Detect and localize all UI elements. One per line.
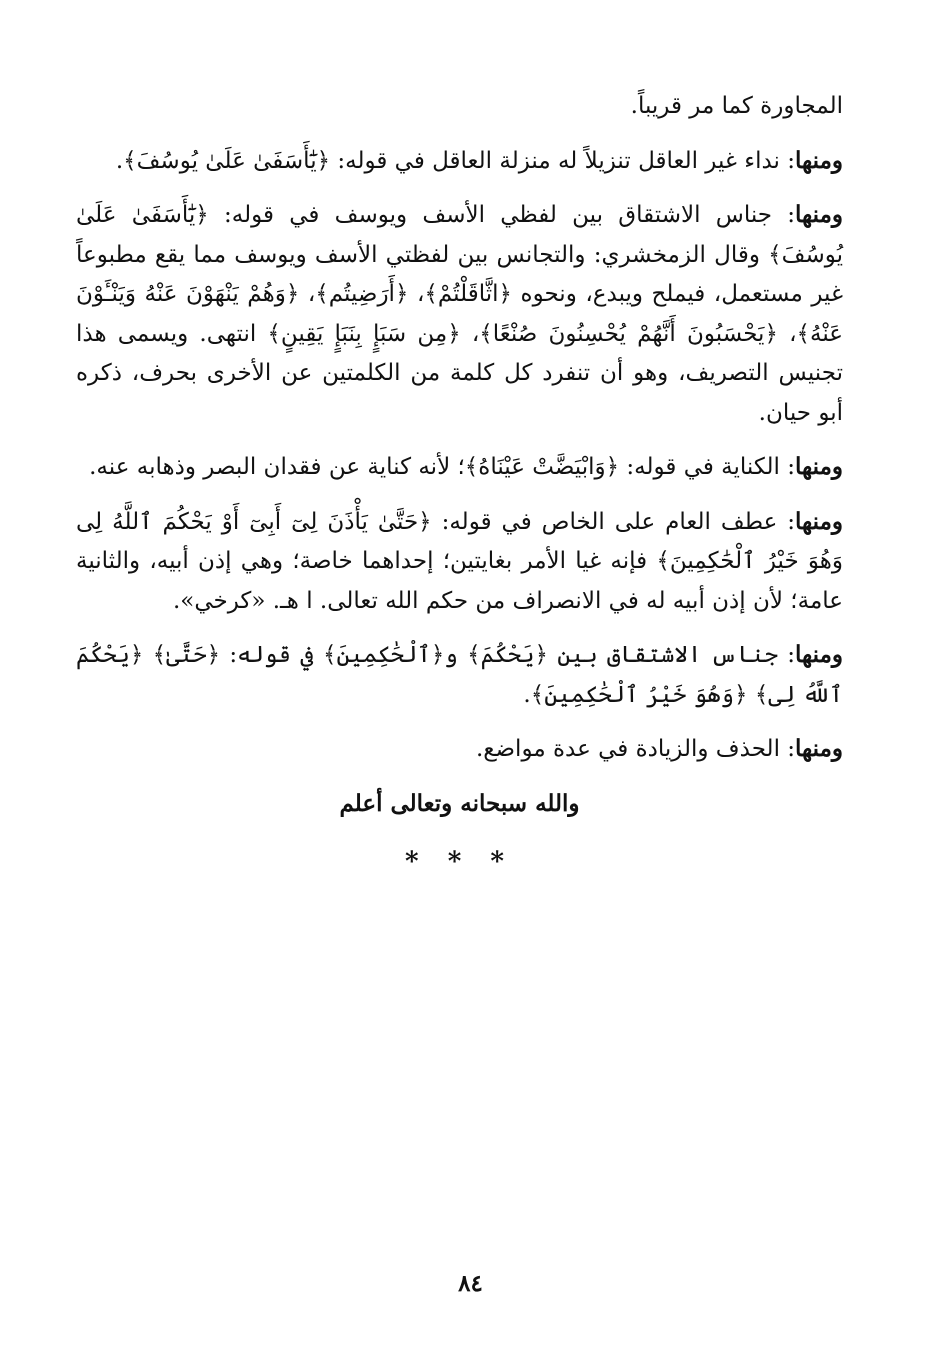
paragraph-2 — [76, 141, 843, 182]
paragraph-text: : نداء غير العاقل تنزيلاً له منزلة العاقل في قوله: ﴿يَٰٓأَسَفَىٰ عَلَىٰ يُوسُفَ﴾. — [115, 147, 796, 174]
paragraph-lead: ومنها — [795, 201, 843, 228]
paragraph-lead: ومنها — [795, 641, 843, 668]
paragraph-text: المجاورة كما مر قريباً. — [630, 93, 843, 119]
paragraph-text: : الكناية في قوله: ﴿وَابْيَضَّتْ عَيْنَاهُ﴾؛ لأنه كناية عن فقدان البصر وذهابه عنه. — [89, 454, 796, 480]
paragraph-text: : جناس الاشتقاق بين ﴿يَحْكُمَ﴾ و﴿ٱلْحَٰكِمِينَ﴾ في قوله: ﴿حَتَّىٰ﴾ ﴿يَحْكُمَ ٱللَّهُ لِى﴾ ﴿وَهُوَ خَيْرُ ٱلْحَٰكِمِينَ﴾. — [76, 642, 843, 708]
paragraph-text: : جناس الاشتقاق بين لفظي الأسف ويوسف في قوله: ﴿يَٰٓأَسَفَىٰ عَلَىٰ يُوسُفَ﴾ وقال الزمخشري: والتجانس بين لفظتي الأسف ويوسف مما يقع مطبوعاً غير مستعمل، فيملح ويبدع، ونحوه ﴿اثَّاقَلْتُمْ﴾، ﴿أَرَضِيتُم﴾، ﴿وَهُمْ يَنْهَوْنَ عَنْهُ وَيَنْـَٔوْنَ عَنْهُ﴾، ﴿يَحْسَبُونَ أَنَّهُمْ يُحْسِنُونَ صُنْعًا﴾، ﴿مِن سَبَإٍ بِنَبَإٍ يَقِينٍ﴾ انتهى. ويسمى هذا تجنيس التصريف، وهو أن تنفرد كل كلمة من الكلمتين عن الأخرى بحرف، ذكره أبو حيان. — [76, 202, 843, 426]
section-stars: * * * — [405, 847, 514, 877]
paragraph-4 — [76, 447, 843, 488]
paragraph-1 — [76, 86, 843, 127]
paragraph-lead: ومنها — [795, 146, 843, 174]
paragraph-text: : الحذف والزيادة في عدة مواضع. — [475, 736, 796, 762]
paragraph-lead: ومنها — [795, 735, 843, 762]
paragraph-lead: ومنها — [795, 453, 843, 480]
paragraph-3 — [76, 195, 843, 433]
paragraph-7 — [76, 729, 843, 770]
closing-line: والله سبحانه وتعالى أعلم — [339, 789, 580, 817]
paragraph-6 — [76, 635, 843, 715]
paragraph-lead: ومنها — [795, 507, 843, 535]
page-number: ٨٤ — [458, 1270, 483, 1297]
paragraph-text: : عطف العام على الخاص في قوله: ﴿حَتَّىٰ يَأْذَنَ لِىٓ أَبِىٓ أَوْ يَحْكُمَ ٱللَّهُ لِى وَهُوَ خَيْرُ ٱلْحَٰكِمِينَ﴾ فإنه غيا الأمر بغايتين؛ إحداهما خاصة؛ وهي إذن أبيه، والثانية عامة؛ لأن إذن أبيه له في الانصراف من حكم الله تعالى. ا هـ. «كرخي». — [76, 508, 843, 614]
paragraph-5 — [76, 502, 843, 622]
